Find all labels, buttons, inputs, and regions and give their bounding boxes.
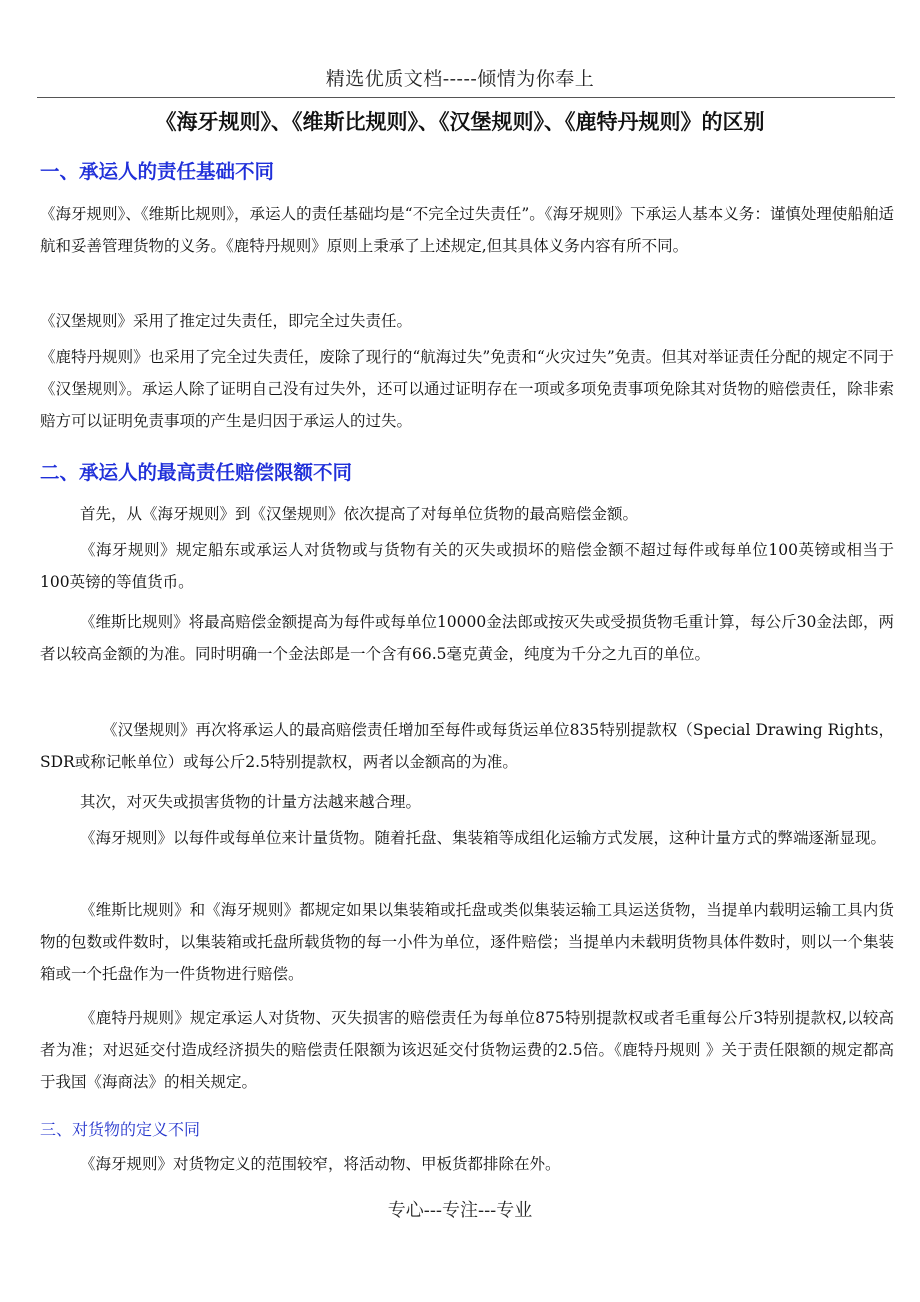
section-1-heading: 一、承运人的责任基础不同 xyxy=(40,160,275,183)
page-footer: 专心---专注---专业 xyxy=(387,1200,533,1221)
section-2-paragraph-4: 《汉堡规则》再次将承运人的最高赔偿责任增加至每件或每货运单位835特别提款权（Special Drawing Rights，SDR或称记帐单位）或每公斤2.5特别提款权，两者以金额高的为准。 xyxy=(40,721,894,771)
section-3-heading: 三、对货物的定义不同 xyxy=(40,1120,201,1139)
document-title: 《海牙规则》、《维斯比规则》、《汉堡规则》、《鹿特丹规则》的区别 xyxy=(155,110,765,134)
section-2-paragraph-3: 《维斯比规则》将最高赔偿金额提高为每件或每单位10000金法郎或按灭失或受损货物毛重计算，每公斤30金法郎，两者以较高金额的为准。同时明确一个金法郎是一个含有66.5毫克黄金，纯度为千分之九百的单位。 xyxy=(40,613,894,663)
section-2-paragraph-7: 《维斯比规则》和《海牙规则》都规定如果以集装箱或托盘或类似集装运输工具运送货物，当提单内载明运输工具内货物的包数或件数时，以集装箱或托盘所载货物的每一小件为单位，逐件赔偿；当提单内未载明货物具体件数时，则以一个集装箱或一个托盘作为一件货物进行赔偿。 xyxy=(40,901,894,983)
section-2-paragraph-5: 其次，对灭失或损害货物的计量方法越来越合理。 xyxy=(80,793,422,811)
section-2-paragraph-8: 《鹿特丹规则》规定承运人对货物、灭失损害的赔偿责任为每单位875特别提款权或者毛重每公斤3特别提款权,以较高者为准；对迟延交付造成经济损失的赔偿责任限额为该迟延交付货物运费的2.5倍。《鹿特丹规则 》关于责任限额的规定都高于我国《海商法》的相关规定。 xyxy=(40,1009,894,1091)
section-2-paragraph-1: 首先，从《海牙规则》到《汉堡规则》依次提高了对每单位货物的最高赔偿金额。 xyxy=(80,505,639,523)
section-2-paragraph-6: 《海牙规则》以每件或每单位来计量货物。随着托盘、集装箱等成组化运输方式发展，这种计量方式的弊端逐渐显现。 xyxy=(80,829,887,847)
section-1-paragraph-1: 《海牙规则》、《维斯比规则》，承运人的责任基础均是“不完全过失责任”。《海牙规则》下承运人基本义务：谨慎处理使船舶适航和妥善管理货物的义务。《鹿特丹规则》原则上秉承了上述规定,但其具体义务内容有所不同。 xyxy=(40,205,894,255)
section-3-paragraph-1: 《海牙规则》对货物定义的范围较窄，将活动物、甲板货都排除在外。 xyxy=(80,1155,561,1173)
header-divider xyxy=(37,97,895,98)
section-2-paragraph-2: 《海牙规则》规定船东或承运人对货物或与货物有关的灭失或损坏的赔偿金额不超过每件或每单位100英镑或相当于100英镑的等值货币。 xyxy=(40,541,894,591)
page-header: 精选优质文档-----倾情为你奉上 xyxy=(325,68,595,90)
section-1-paragraph-3: 《鹿特丹规则》也采用了完全过失责任，废除了现行的“航海过失”免责和“火灾过失”免责。但其对举证责任分配的规定不同于《汉堡规则》。承运人除了证明自己没有过失外，还可以通过证明存在一项或多项免责事项免除其对货物的赔偿责任，除非索赔方可以证明免责事项的产生是归因于承运人的过失。 xyxy=(40,348,894,430)
section-2-heading: 二、承运人的最高责任赔偿限额不同 xyxy=(40,461,353,484)
section-1-paragraph-2: 《汉堡规则》采用了推定过失责任，即完全过失责任。 xyxy=(40,312,413,330)
